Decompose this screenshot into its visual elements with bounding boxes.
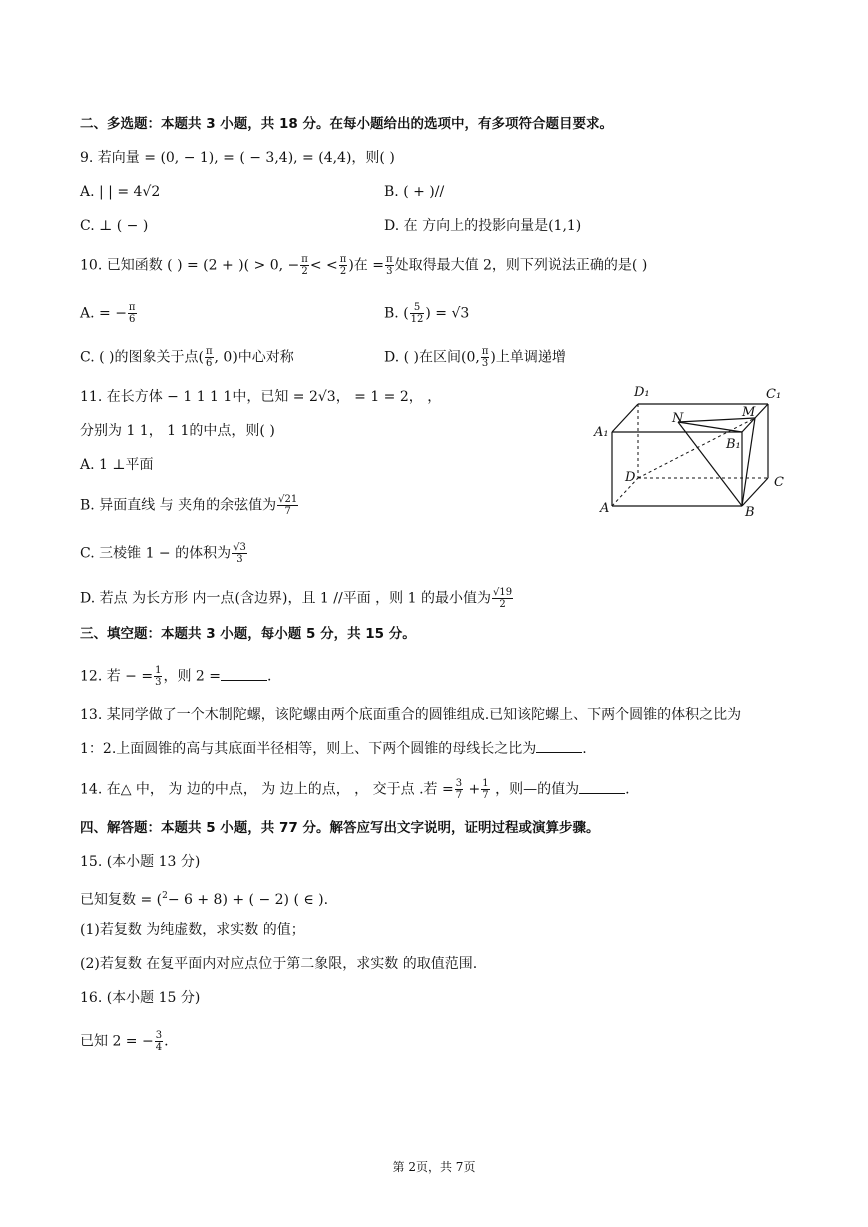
segment-mb (742, 418, 755, 506)
q9-option-a: A. | | = 4√2 (80, 184, 161, 200)
q15-title: 15. (本小题 13 分) (80, 854, 201, 870)
label-n: N (672, 411, 684, 426)
q15-stem: 已知复数 = ($^2$− 6 + 8) + ( − 2) ( ∈ ). (80, 891, 329, 908)
section-4-header: 四、解答题：本题共 5 小题，共 77 分。解答应写出文字说明，证明过程或演算步骤。 (80, 820, 600, 836)
label-b: B (745, 505, 755, 518)
label-d1: D₁ (634, 385, 650, 400)
q11-stem-line2: 分别为 1 1， 1 1的中点，则( ) (80, 423, 275, 439)
q11-option-d: D. 若点 为长方形 内一点(含边界)，且 1 //平面 ，则 1 的最小值为 $\frac{√19}{2}$ (80, 587, 513, 610)
segment-nb (678, 422, 742, 506)
page-footer: 第 2页，共 7页 (392, 1160, 476, 1174)
label-a: A (600, 501, 610, 516)
q14-answer-blank (579, 781, 625, 794)
q13-line1: 13. 某同学做了一个木制陀螺，该陀螺由两个底面重合的圆锥组成.已知该陀螺上、下两个圆锥的体积之比为 (80, 707, 742, 723)
section-3-header: 三、填空题：本题共 3 小题，每小题 5 分，共 15 分。 (80, 626, 416, 642)
q10-option-c: C. ( )的图象关于点( $\frac{\pi}{6}$ , 0)中心对称 (80, 346, 294, 369)
q12-answer-blank (221, 668, 267, 681)
q16-stem: 已知 2 = − $\frac{3}{4}$ . (80, 1030, 169, 1053)
q10-stem: 10. 已知函数 ( ) = (2 + )( > 0, − $\frac{\pi}{2}$ < < $\frac{\pi}{2}$ )在 = $\frac{\pi}{3}$ 处取得最大值 2，则下列说法正确的是( ) (80, 254, 648, 277)
label-d: D (625, 470, 636, 485)
q11-stem-line1: 11. 在长方体 − 1 1 1 1中，已知 = 2√3， = 1 = 2， ， (80, 389, 442, 405)
label-c1: C₁ (766, 387, 782, 402)
q15-part1: (1)若复数 为纯虚数，求实数 的值； (80, 922, 305, 938)
q9-option-d: D. 在 方向上的投影向量是(1,1) (384, 218, 582, 234)
q13-answer-blank (536, 740, 582, 753)
edge-a1d1 (612, 404, 638, 432)
q10-option-a: A. = − $\frac{\pi}{6}$ (80, 302, 136, 325)
segment-nb1 (678, 422, 742, 432)
q9-option-b: B. ( + )// (384, 184, 445, 200)
cuboid-figure (592, 378, 792, 518)
label-c: C (774, 475, 784, 490)
label-m: M (742, 405, 756, 420)
q15-part2: (2)若复数 在复平面内对应点位于第二象限，求实数 的取值范围. (80, 956, 478, 972)
label-a1: A₁ (594, 425, 609, 440)
q9-stem: 9. 若向量 = (0, − 1), = ( − 3,4), = (4,4)，则( ) (80, 150, 395, 166)
q11-option-b: B. 异面直线 与 夹角的余弦值为 $\frac{√21}{7}$ (80, 494, 298, 517)
q12: 12. 若 − = $\frac{1}{3}$ ，则 2 = . (80, 665, 272, 688)
q11-option-c: C. 三棱锥 1 − 的体积为 $\frac{√3}{3}$ (80, 542, 246, 565)
q13-line2: 1：2.上面圆锥的高与其底面半径相等，则上、下两个圆锥的母线长之比为 . (80, 741, 587, 757)
q14: 14. 在△ 中， 为 边的中点， 为 边上的点， ， 交于点 .若 = $\frac{3}{7}$ + $\frac{1}{7}$ ，则—的值为 . (80, 778, 630, 801)
section-2-header: 二、多选题：本题共 3 小题，共 18 分。在每小题给出的选项中，有多项符合题目要求。 (80, 116, 613, 132)
q10-option-d: D. ( )在区间(0, $\frac{\pi}{3}$ )上单调递增 (384, 346, 566, 369)
q9-option-c: C. ⊥ ( − ) (80, 218, 149, 234)
q10-option-b: B. ( $\frac{5}{12}$ ) = √3 (384, 302, 470, 325)
label-b1: B₁ (726, 437, 741, 452)
q11-option-a: A. 1 ⊥平面 (80, 457, 154, 473)
q16-title: 16. (本小题 15 分) (80, 990, 201, 1006)
